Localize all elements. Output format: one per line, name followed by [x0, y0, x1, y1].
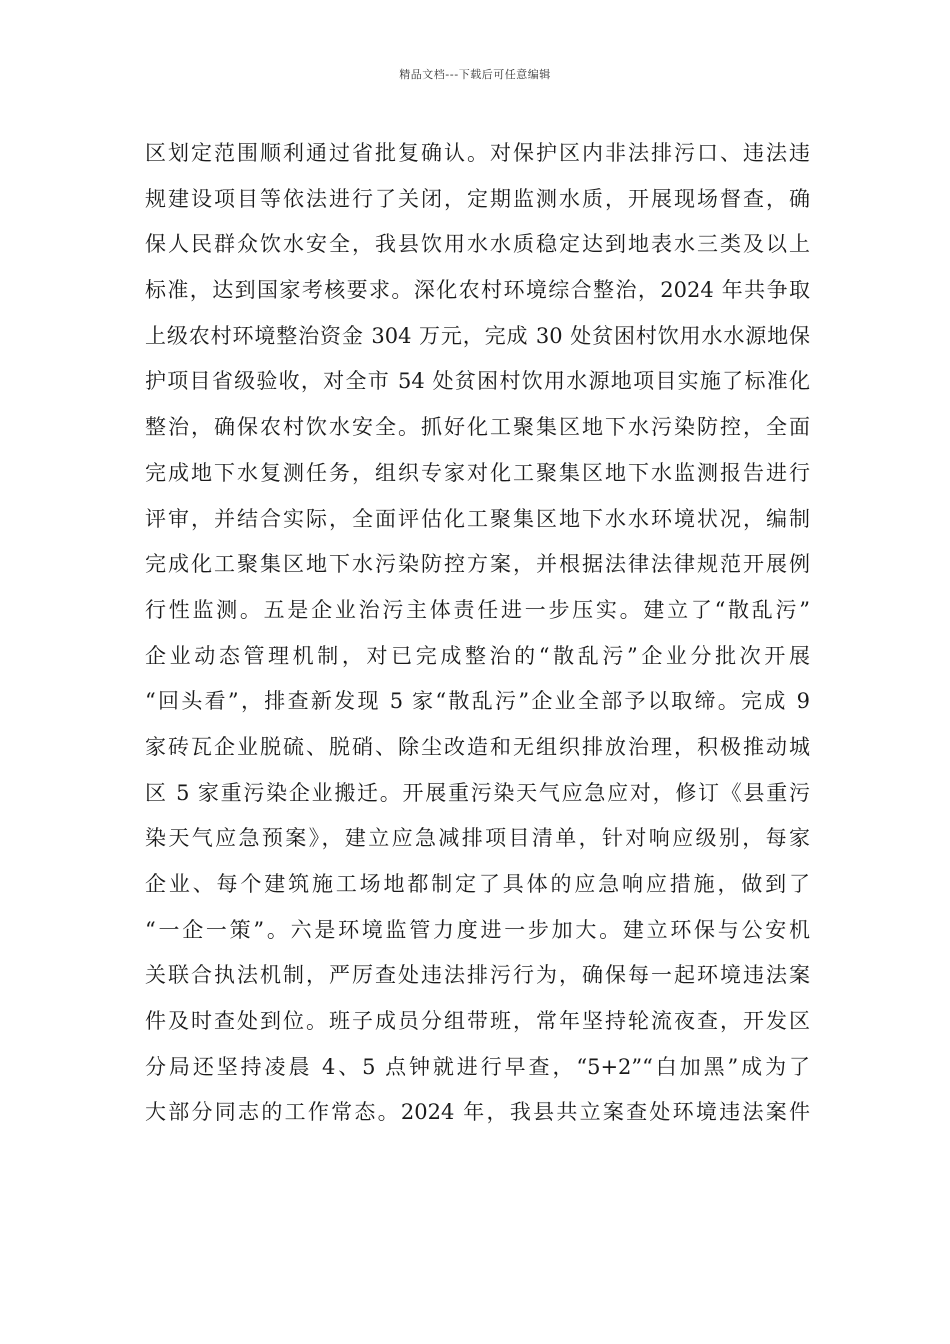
body-line: 企业、每个建筑施工场地都制定了具体的应急响应措施，做到了: [145, 872, 810, 896]
body-line: 护项目省级验收，对全市 54 处贫困村饮用水源地项目实施了标准化: [145, 369, 810, 394]
body-line: 完成地下水复测任务，组织专家对化工聚集区地下水监测报告进行: [145, 460, 810, 485]
body-line: 件及时查处到位。班子成员分组带班，常年坚持轮流夜查，开发区: [145, 1009, 810, 1034]
body-line: 标准，达到国家考核要求。深化农村环境综合整治，2024 年共争取: [145, 278, 810, 303]
body-line: 染天气应急预案》，建立应急减排项目清单，针对响应级别，每家: [145, 826, 810, 851]
body-line: 家砖瓦企业脱硫、脱硝、除尘改造和无组织排放治理，积极推动城: [145, 734, 810, 759]
body-line: 整治，确保农村饮水安全。抓好化工聚集区地下水污染防控，全面: [145, 415, 810, 440]
body-line: 规建设项目等依法进行了关闭，定期监测水质，开展现场督查，确: [145, 186, 810, 211]
body-line: 区 5 家重污染企业搬迁。开展重污染天气应急应对，修订《县重污: [145, 780, 810, 805]
body-line: 完成化工聚集区地下水污染防控方案，并根据法律法律规范开展例: [145, 552, 810, 577]
body-line: “一企一策”。六是环境监管力度进一步加大。建立环保与公安机: [145, 917, 810, 942]
page-header: 精品文档---下载后可任意编辑: [399, 68, 551, 81]
body-line: 区划定范围顺利通过省批复确认。对保护区内非法排污口、违法违: [145, 141, 810, 165]
body-line: 上级农村环境整治资金 304 万元，完成 30 处贫困村饮用水水源地保: [145, 323, 810, 348]
body-line: 保人民群众饮水安全，我县饮用水水质稳定达到地表水三类及以上: [145, 232, 810, 257]
body-line: 企业动态管理机制，对已完成整治的“散乱污”企业分批次开展: [145, 643, 810, 668]
body-line: 大部分同志的工作常态。2024 年，我县共立案查处环境违法案件: [145, 1100, 810, 1125]
body-line: “回头看”，排查新发现 5 家“散乱污”企业全部予以取缔。完成 9: [145, 689, 810, 714]
body-line: 分局还坚持凌晨 4、5 点钟就进行早查，“5+2”“白加黑”成为了: [145, 1054, 810, 1079]
document-body: [145, 131, 810, 1136]
body-line: 关联合执法机制，严厉查处违法排污行为，确保每一起环境违法案: [145, 963, 810, 988]
body-line: 行性监测。五是企业治污主体责任进一步压实。建立了“散乱污”: [145, 597, 810, 622]
body-line: 评审，并结合实际，全面评估化工聚集区地下水水环境状况，编制: [145, 506, 810, 531]
